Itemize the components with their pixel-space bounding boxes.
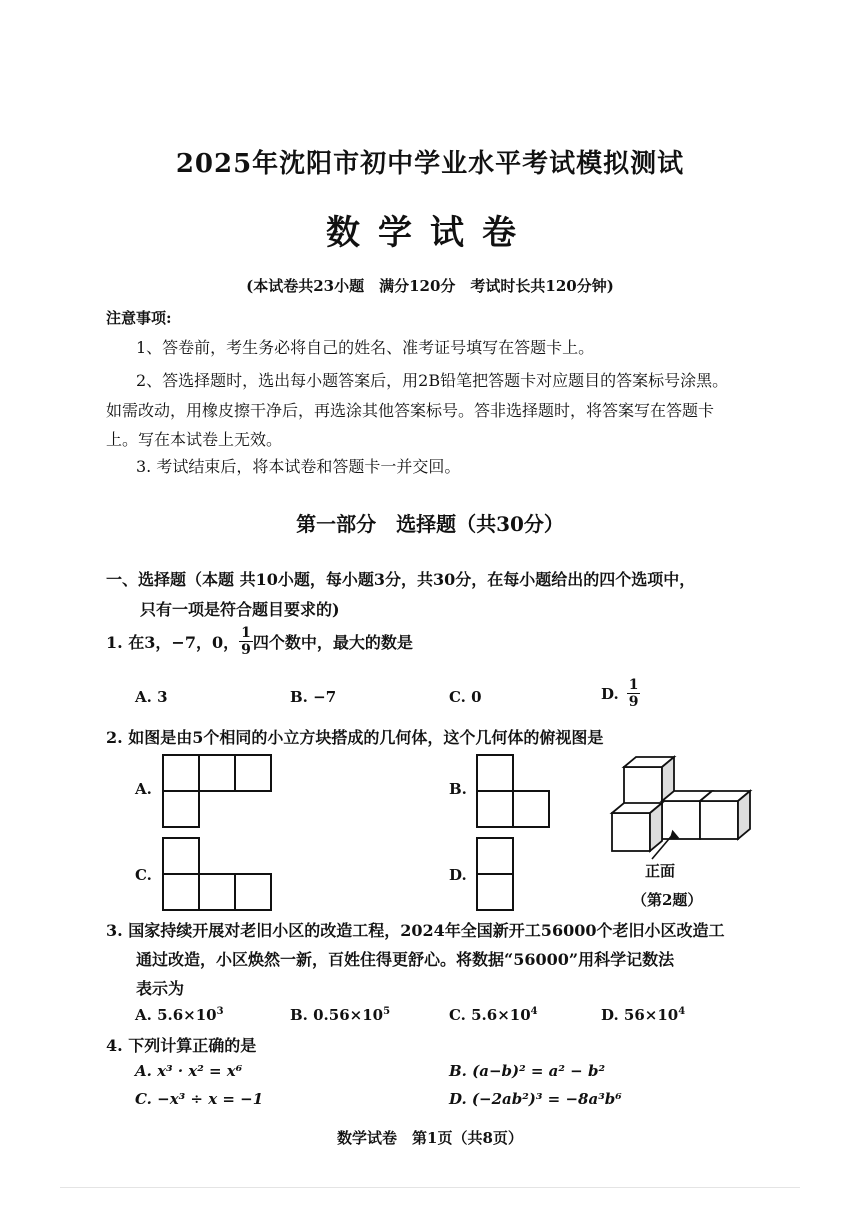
exam-info: (本试卷共23小题 满分120分 考试时长共120分钟) (246, 277, 614, 295)
q2-option-b-figure (477, 755, 553, 827)
notice-item-2-cont: 如需改动，用橡皮擦干净后，再选涂其他答案标号。答非选择题时，将答案写在答题卡 (106, 401, 715, 420)
q4-option-a: A. x³ · x² = x⁶ (135, 1062, 243, 1080)
q1-stem-suffix: 四个数中，最大的数是 (252, 633, 413, 652)
exam-title: 数学试卷 (326, 213, 534, 253)
q3-option-d (601, 1006, 685, 1024)
question-1 (106, 625, 413, 658)
q2-figure-caption: （第2题） (632, 891, 703, 909)
q3-option-c (449, 1006, 538, 1024)
q2-option-a-figure (163, 755, 275, 827)
q1-option-d-label: D. (601, 684, 619, 703)
q4-option-d: D. (−2ab²)³ = −8a³b⁶ (449, 1090, 622, 1108)
page-footer: 数学试卷 第1页（共8页） (337, 1129, 523, 1147)
q2-a-square (163, 755, 199, 791)
q2-a-square (163, 791, 199, 827)
q1-fraction (239, 625, 253, 658)
cube (700, 791, 750, 839)
q2-d-square (477, 874, 513, 910)
q3-option-d-exp: 4 (678, 1006, 686, 1017)
q3-option-c-exp: 4 (530, 1006, 538, 1017)
q3-option-b-base: B. 0.56×10 (290, 1006, 384, 1024)
notice-item-1: 1、答卷前，考生务必将自己的姓名、准考证号填写在答题卡上。 (136, 338, 595, 357)
q4-option-b: B. (a−b)² = a² − b² (449, 1062, 606, 1080)
q2-option-b-label: B. (449, 780, 467, 798)
q2-c-square (163, 874, 199, 910)
notice-heading: 注意事项: (106, 309, 172, 327)
q2-b-square (513, 791, 549, 827)
q1-option-c: C. 0 (449, 688, 482, 706)
q2-a-square (235, 755, 271, 791)
question-4: 4. 下列计算正确的是 (106, 1036, 257, 1055)
question-3-line3: 表示为 (136, 979, 185, 998)
bottom-divider (60, 1187, 800, 1188)
q2-b-square (477, 755, 513, 791)
question-3-line1: 3. 国家持续开展对老旧小区的改造工程，2024年全国新开工56000个老旧小区改造工 (106, 921, 725, 940)
notice-item-2: 2、答选择题时，选出每小题答案后，用2B铅笔把答题卡对应题目的答案标号涂黑。 (136, 371, 729, 390)
section-title: 第一部分 选择题（共30分） (296, 512, 564, 536)
question-2: 2. 如图是由5个相同的小立方块搭成的几何体，这个几何体的俯视图是 (106, 728, 604, 747)
notice-item-3: 3. 考试结束后，将本试卷和答题卡一并交回。 (136, 457, 461, 476)
q3-option-d-base: D. 56×10 (601, 1006, 679, 1024)
q3-option-b (290, 1006, 390, 1024)
q1-option-b: B. −7 (290, 688, 337, 706)
question-3-line2: 通过改造，小区焕然一新，百姓住得更舒心。将数据“56000”用科学记数法 (136, 950, 675, 969)
q2-front-label: 正面 (645, 862, 676, 880)
cube (612, 803, 662, 851)
q2-b-square (477, 791, 513, 827)
q2-c-square (235, 874, 271, 910)
q1-option-a: A. 3 (135, 688, 168, 706)
q3-option-a-base: A. 5.6×10 (135, 1006, 217, 1024)
q2-option-c-label: C. (135, 866, 152, 884)
q1-option-d-fraction (627, 677, 641, 710)
part-heading-line1: 一、选择题（本题 共10小题，每小题3分，共30分，在每小题给出的四个选项中， (106, 570, 696, 589)
q1-option-d (601, 677, 640, 710)
q2-c-square (199, 874, 235, 910)
q2-option-d-figure (477, 838, 517, 910)
q2-option-c-figure (163, 838, 275, 910)
q2-c-square (163, 838, 199, 874)
q3-option-c-base: C. 5.6×10 (449, 1006, 531, 1024)
q1-frac-num: 1 (241, 625, 251, 641)
notice-item-2-end: 上。写在本试卷上无效。 (106, 430, 283, 449)
q1-frac-den: 9 (241, 642, 251, 658)
q3-option-a-exp: 3 (216, 1006, 224, 1017)
q3-option-b-exp: 5 (383, 1006, 391, 1017)
q2-d-square (477, 838, 513, 874)
q2-cube-figure (608, 755, 748, 855)
q1-stem-prefix: 1. 在3，−7，0， (106, 633, 240, 652)
q1-option-d-den: 9 (628, 694, 639, 710)
part-heading-line2: 只有一项是符合题目要求的) (140, 600, 340, 619)
q4-option-c: C. −x³ ÷ x = −1 (135, 1090, 264, 1108)
q2-a-square (199, 755, 235, 791)
q1-option-d-num: 1 (628, 677, 639, 693)
q2-option-d-label: D. (449, 866, 467, 884)
q3-option-a (135, 1006, 224, 1024)
exam-subtitle: 2025年沈阳市初中学业水平考试模拟测试 (175, 149, 685, 179)
q2-option-a-label: A. (135, 780, 152, 798)
